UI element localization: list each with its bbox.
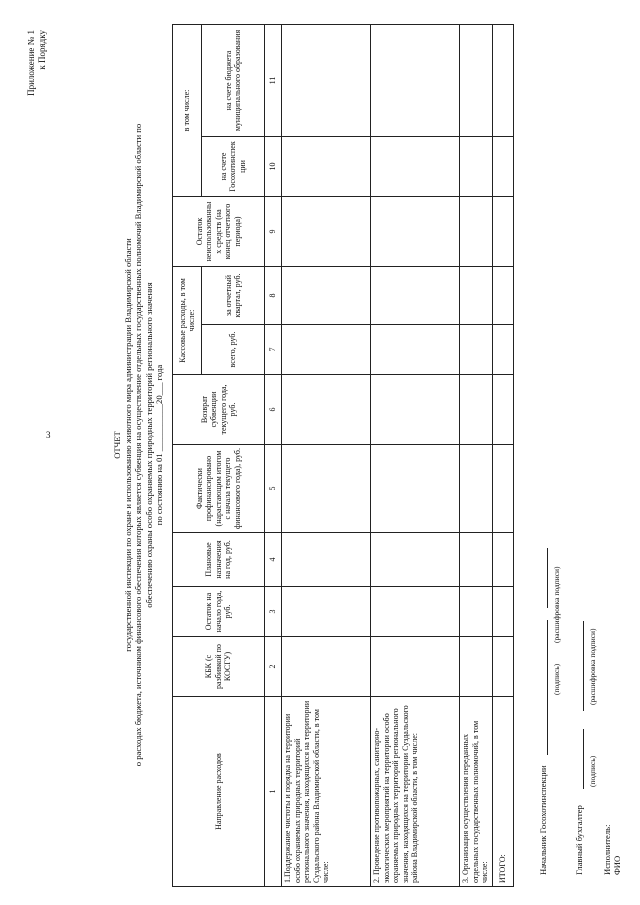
report-title: ОТЧЕТ xyxy=(112,431,122,459)
table-cell xyxy=(460,637,493,697)
appendix-line-2: к Порядку xyxy=(37,30,47,70)
header-incl-group: в том числе: xyxy=(173,24,202,196)
table-cell xyxy=(371,136,460,196)
accountant-label: Главный бухгалтер xyxy=(574,805,584,875)
column-number: 6 xyxy=(265,375,282,445)
table-row xyxy=(460,24,493,886)
table-cell xyxy=(460,266,493,324)
table-cell xyxy=(282,637,371,697)
heading-line-3: обеспечению охраны особо охраняемых природных территорий регионального значения xyxy=(143,282,154,608)
column-numbers-row xyxy=(265,24,282,886)
header-financed: Фактически профинансировано (нарастающим итогом с начала текущего финансового года), руб. xyxy=(173,445,265,533)
header-row-1 xyxy=(173,24,202,886)
row-label: 1.Поддержание чистоты и порядка на территории особо охраняемых природных территорий регионального значения, находящихся на территории Суздальского района Владимирской области, в том числе: xyxy=(282,697,371,887)
table-cell xyxy=(493,533,514,587)
column-number: 4 xyxy=(265,533,282,587)
table-cell xyxy=(371,266,460,324)
header-incl-state: на счете Госохотинспекции xyxy=(202,136,265,196)
table-cell xyxy=(371,637,460,697)
accountant-signature-block xyxy=(574,621,584,875)
table-cell xyxy=(282,445,371,533)
table-cell xyxy=(460,587,493,637)
column-number: 10 xyxy=(265,136,282,196)
report-heading xyxy=(112,75,165,815)
table-cell xyxy=(371,445,460,533)
table-cell xyxy=(460,375,493,445)
decode-line xyxy=(539,548,548,608)
total-row xyxy=(493,24,514,886)
heading-line-2: о расходах бюджета, источником финансового обеспечения которых является субвенция на осуществление отдельных государственных полномочий Владимирской области по xyxy=(133,123,144,767)
table-row xyxy=(282,24,371,886)
table-cell xyxy=(371,375,460,445)
table-cell xyxy=(460,533,493,587)
table-cell xyxy=(282,587,371,637)
table-cell xyxy=(493,196,514,266)
table-cell xyxy=(493,445,514,533)
table-cell xyxy=(371,24,460,136)
column-number: 11 xyxy=(265,24,282,136)
head-decode-hint: (расшифровка подписи) xyxy=(552,566,561,643)
table-cell xyxy=(282,375,371,445)
table-cell xyxy=(282,24,371,136)
header-cash-group: Кассовые расходы, в том числе: xyxy=(173,266,202,374)
table-cell xyxy=(460,196,493,266)
table-cell xyxy=(493,637,514,697)
table-cell xyxy=(282,325,371,375)
page-number: 3 xyxy=(46,430,51,440)
table-cell xyxy=(371,325,460,375)
header-direction: Направление расходов xyxy=(173,697,265,887)
accountant-decode-hint: (расшифровка подписи) xyxy=(588,628,597,705)
table-cell xyxy=(493,375,514,445)
decode-line xyxy=(575,621,584,711)
column-number: 7 xyxy=(265,325,282,375)
expense-report-table xyxy=(172,24,514,887)
column-number: 3 xyxy=(265,587,282,637)
header-cash-total: всего, руб. xyxy=(202,325,265,375)
appendix-note xyxy=(26,30,48,96)
header-start-balance: Остаток на начало года, руб. xyxy=(173,587,265,637)
header-incl-municipal: на счете бюджета муниципального образования xyxy=(202,24,265,136)
column-number: 9 xyxy=(265,196,282,266)
head-label: Начальник Госохотинспекции xyxy=(538,765,548,875)
head-sign-hint: (подпись) xyxy=(552,663,561,695)
header-kbk: КБК (с разбивкой по КОСГУ) xyxy=(173,637,265,697)
table-cell xyxy=(460,24,493,136)
table-cell xyxy=(371,533,460,587)
header-returned: Возврат субвенции текущего года, руб. xyxy=(173,375,265,445)
table-cell xyxy=(493,587,514,637)
column-number: 1 xyxy=(265,697,282,887)
table-cell xyxy=(371,196,460,266)
total-label: ИТОГО: xyxy=(493,697,514,887)
header-unused: Остаток неиспользованных средств (на конец отчетного периода) xyxy=(173,196,265,266)
heading-line-1: государственной инспекции по охране и использованию животного мира администрации Владимирской области xyxy=(122,238,133,652)
signature-line xyxy=(575,729,584,789)
table-cell xyxy=(282,266,371,324)
header-cash-quarter: за отчетный квартал, руб. xyxy=(202,266,265,324)
table-cell xyxy=(460,325,493,375)
table-cell xyxy=(460,445,493,533)
executor-label: Исполнитель: xyxy=(602,824,612,875)
accountant-sign-hint: (подпись) xyxy=(588,755,597,787)
executor-block xyxy=(602,825,622,875)
column-number: 8 xyxy=(265,266,282,324)
table-cell xyxy=(493,325,514,375)
table-cell xyxy=(371,587,460,637)
table-cell xyxy=(282,533,371,587)
table-cell xyxy=(460,136,493,196)
table-cell xyxy=(493,266,514,324)
heading-line-4: по состоянию на 01 ___________20___ года xyxy=(154,364,165,526)
table-cell xyxy=(493,24,514,136)
signature-line xyxy=(539,620,548,755)
appendix-line-1: Приложение № 1 xyxy=(26,30,36,96)
fio-label: ФИО xyxy=(612,855,622,875)
table-cell xyxy=(493,136,514,196)
table-row xyxy=(371,24,460,886)
head-signature-block xyxy=(538,548,548,875)
column-number: 5 xyxy=(265,445,282,533)
header-planned: Плановые назначения на год, руб. xyxy=(173,533,265,587)
row-label: 3. Организация осуществления переданных отдельных государственных полномочий, в том числе: xyxy=(460,697,493,887)
table-cell xyxy=(282,136,371,196)
column-number: 2 xyxy=(265,637,282,697)
row-label: 2. Проведение противопожарных, санитарно-экологических мероприятий на территории особо охраняемых природных территорий регионального значения, находящихся на территории Суздальского района Владимирской области, в том числе: xyxy=(371,697,460,887)
table-cell xyxy=(282,196,371,266)
